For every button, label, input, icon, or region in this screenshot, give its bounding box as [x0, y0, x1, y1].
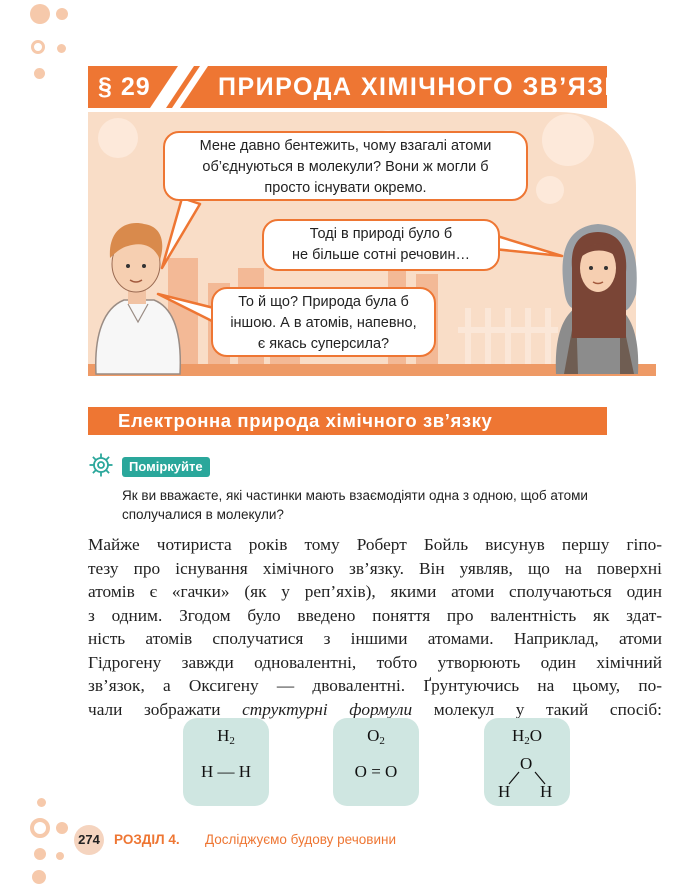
- formula-index: 2: [229, 735, 235, 747]
- formula-box-h2o: [484, 718, 570, 806]
- think-label: Поміркуйте: [122, 457, 210, 477]
- formula-index: 2: [379, 735, 385, 747]
- structure-atom-o: O: [520, 754, 533, 773]
- body-line: Гідрогену завжди одновалентні, тобто утворюють один хімічний: [88, 652, 662, 672]
- bubble-line: Тоді в природі було б: [309, 226, 453, 242]
- structure-atom-h-right: H: [540, 782, 553, 801]
- molecular-formula: [484, 726, 570, 747]
- scene-bubble-deco: [536, 176, 564, 204]
- header-slash-decoration: [150, 66, 220, 108]
- structural-formula: O = O: [354, 762, 398, 781]
- decor-circle: [56, 8, 68, 20]
- body-line: атомів є «гачки» (як у реп’яхів), якими атоми сполучаються один: [88, 582, 662, 601]
- girl-character: [556, 224, 638, 374]
- decor-circle: [32, 870, 46, 884]
- bubble-line: То й що? Природа була б: [238, 294, 409, 310]
- section-number: § 29: [98, 73, 151, 101]
- body-line: тезу про існування хімічного зв’язку. Він уявляв, що на поверхні: [88, 558, 662, 578]
- body-text-run: молекул у такий спосіб:: [412, 699, 662, 719]
- bubble-line: просто існувати окремо.: [264, 180, 427, 196]
- decor-circle: [56, 822, 68, 834]
- bubble-line: не більше сотні речовин…: [291, 247, 470, 263]
- scene-bubble-deco: [98, 118, 138, 158]
- formula-index: 2: [524, 735, 530, 747]
- gear-icon: [88, 452, 114, 478]
- structural-formula: H — H: [200, 762, 252, 781]
- decor-circle: [37, 798, 46, 807]
- formula-box-h2: [183, 718, 269, 806]
- bubble-line: іншою. А в атомів, напевно,: [230, 315, 417, 331]
- formula-symbol: O: [367, 726, 380, 745]
- footer-part-label: РОЗДІЛ 4.: [114, 832, 180, 847]
- decor-circle: [34, 848, 46, 860]
- section-title: ПРИРОДА ХІМІЧНОГО ЗВ’ЯЗКУ: [218, 73, 639, 101]
- bubble-line: Мене давно бентежить, чому взагалі атоми: [199, 138, 492, 154]
- decor-circle: [30, 818, 50, 838]
- speech-bubble-boy-2: [211, 287, 436, 357]
- molecular-formula: [183, 726, 269, 747]
- decor-circle: [57, 44, 66, 53]
- body-text-run: чали зображати: [88, 699, 243, 719]
- footer-part-title: Досліджуємо будову речовини: [205, 832, 396, 847]
- molecular-formula: [333, 726, 419, 747]
- body-line: Майже чотириста років тому Роберт Бойль висунув першу гіпо-: [88, 535, 662, 554]
- bubble-line: об’єднуються в молекули? Вони ж могли б: [202, 159, 489, 175]
- decor-circle: [34, 68, 45, 79]
- think-line: Як ви вважаєте, які частинки мають взаємодіяти одна з одною, щоб атоми: [122, 488, 588, 503]
- subsection-title: Електронна природа хімічного зв’язку: [118, 410, 493, 431]
- formula-symbol: H: [217, 726, 230, 745]
- scene-bubble-deco: [542, 114, 594, 166]
- formula-symbol: H: [511, 726, 525, 745]
- formula-box-o2: [333, 718, 419, 806]
- decor-circle: [31, 40, 45, 54]
- formula-symbol: O: [529, 726, 543, 745]
- decor-circle: [30, 4, 50, 24]
- decor-circle: [56, 852, 64, 860]
- think-line: сполучалися в молекули?: [122, 507, 284, 522]
- body-paragraph: [88, 533, 662, 721]
- speech-bubble-boy-1: [163, 131, 528, 201]
- bubble-line: є якась суперсила?: [257, 336, 390, 352]
- think-question: [122, 486, 662, 524]
- body-line: зв’язок, а Оксигену — двовалентні. Ґрунтуючись на цьому, по-: [88, 676, 662, 695]
- body-emphasis: структурні формули: [242, 699, 413, 719]
- speech-bubble-girl: [262, 219, 500, 271]
- body-line: ність атомів сполучатися з іншими атомами. Наприклад, атоми: [88, 629, 662, 648]
- structure-atom-h-left: H: [498, 782, 511, 801]
- page-number: 274: [74, 825, 104, 855]
- body-line: з одним. Згодом було введено поняття про валентність як здат-: [88, 605, 662, 625]
